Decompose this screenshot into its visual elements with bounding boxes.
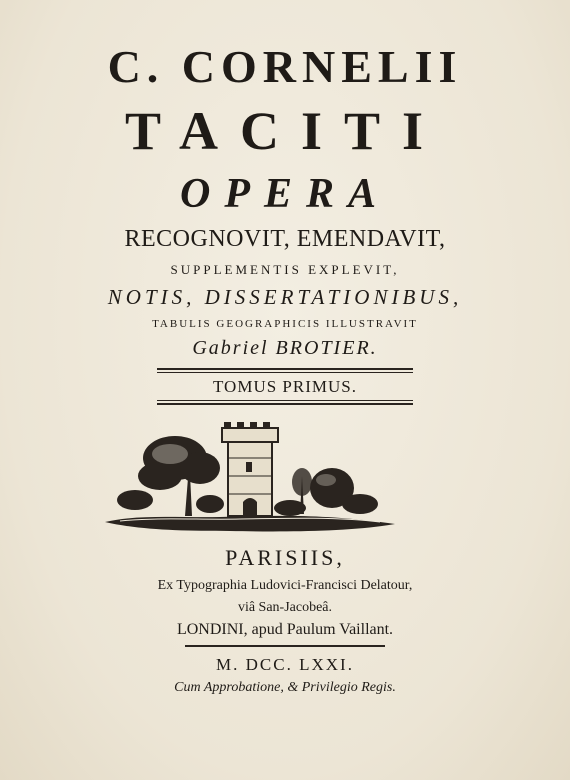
subtitle-recognovit: RECOGNOVIT, EMENDAVIT,	[124, 226, 446, 252]
editor-name: Gabriel BROTIER.	[192, 337, 378, 359]
author-surname-line: TACITI	[124, 101, 446, 161]
subtitle-tabulis: TABULIS GEOGRAPHICIS ILLUSTRAVIT	[152, 318, 418, 330]
rule-bottom-thin	[157, 400, 413, 401]
rule-top	[157, 368, 413, 370]
privilege-line: Cum Approbatione, & Privilegio Regis.	[174, 680, 396, 695]
rule-top-thin	[157, 372, 413, 373]
author-name-line: C. CORNELII	[107, 41, 463, 92]
printer-line: Ex Typographia Ludovici-Francisci Delatour,	[157, 578, 413, 593]
street-line: viâ San-Jacobeâ.	[237, 600, 333, 615]
subtitle-supplementis: SUPPLEMENTIS EXPLEVIT,	[170, 262, 400, 277]
tower-landscape-vignette-icon	[100, 418, 400, 543]
rule-bottom	[157, 403, 413, 405]
subtitle-notis: NOTIS, DISSERTATIONIBUS,	[107, 285, 463, 309]
work-title: OPERA	[179, 171, 391, 217]
place-of-publication: PARISIIS,	[225, 545, 345, 570]
publication-year: M. DCC. LXXI.	[216, 655, 354, 674]
volume-label: TOMUS PRIMUS.	[212, 377, 357, 396]
london-line: LONDINI, apud Paulum Vaillant.	[176, 621, 394, 638]
rule-imprint	[185, 645, 385, 647]
